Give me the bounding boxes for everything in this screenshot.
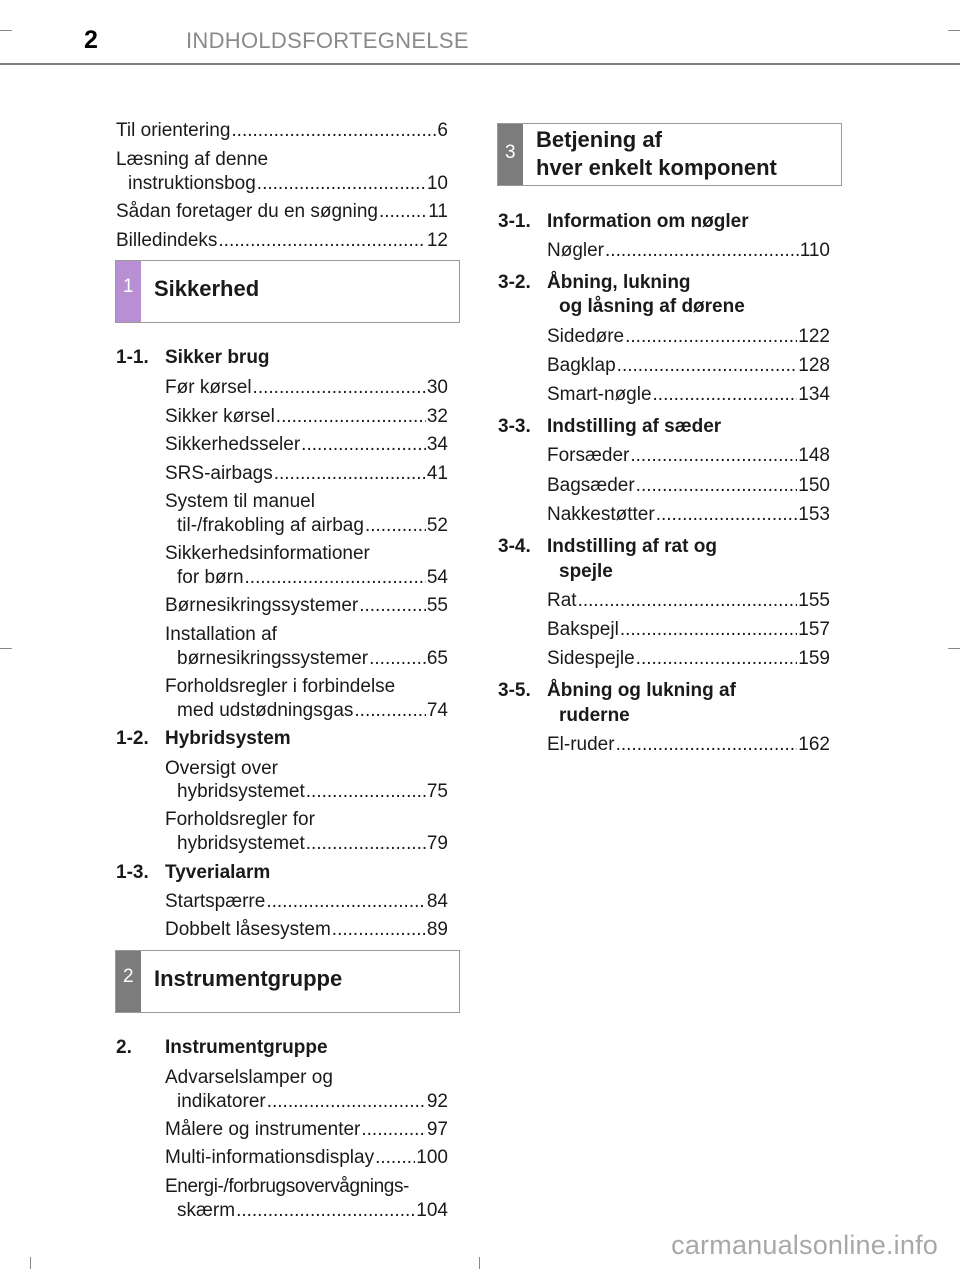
toc-entry-forholdsregler-hybrid[interactable]: hybridsystemet ..... 79	[177, 832, 448, 856]
toc-entry-forholdsregler-line1: Forholdsregler for	[165, 809, 315, 830]
toc-entry-bakspejl[interactable]: Bakspejl ..... 157	[547, 618, 830, 642]
chapter-2-tab: 2	[116, 951, 141, 1012]
header-divider	[0, 63, 960, 65]
toc-entry-billedindeks[interactable]: Billedindeks ..... 12	[116, 229, 448, 253]
crop-mark	[948, 30, 960, 31]
toc-entry-smart-noegle[interactable]: Smart-nøgle ..... 134	[547, 383, 830, 407]
toc-entry-bagklap[interactable]: Bagklap ..... 128	[547, 354, 830, 378]
toc-entry-soegning[interactable]: Sådan foretager du en søgning ..... 11	[116, 200, 448, 224]
chapter-3-tab: 3	[498, 124, 523, 185]
section-1-3[interactable]: 1-3. Tyverialarm	[116, 862, 271, 883]
toc-entry-airbag-line1: System til manuel	[165, 491, 315, 512]
toc-entry-til-orientering[interactable]: Til orientering ..... 6	[116, 119, 448, 143]
toc-entry-rat[interactable]: Rat ..... 155	[547, 589, 830, 613]
toc-entry-sidespejle[interactable]: Sidespejle ..... 159	[547, 647, 830, 671]
toc-entry-maalere[interactable]: Målere og instrumenter ..... 97	[165, 1118, 448, 1142]
toc-entry-installation-boernesikring[interactable]: børnesikringssystemer ..... 65	[177, 647, 448, 671]
section-1-1[interactable]: 1-1. Sikker brug	[116, 347, 270, 368]
toc-entry-advarsel-line1: Advarselslamper og	[165, 1067, 333, 1088]
section-3-1[interactable]: 3-1. Information om nøgler	[498, 211, 749, 232]
toc-entry-installation-line1: Installation af	[165, 624, 277, 645]
toc-entry-oversigt-hybrid[interactable]: hybridsystemet ..... 75	[177, 780, 448, 804]
section-3-5[interactable]: 3-5. Åbning og lukning af	[498, 680, 736, 701]
toc-entry-advarselslamper[interactable]: indikatorer ..... 92	[177, 1090, 448, 1114]
crop-mark	[0, 648, 12, 649]
chapter-2-title: Instrumentgruppe	[154, 966, 343, 991]
toc-entry-el-ruder[interactable]: El-ruder ..... 162	[547, 733, 830, 757]
crop-mark	[0, 30, 12, 31]
chapter-3-title-line2: hver enkelt komponent	[536, 155, 777, 180]
toc-entry-oversigt-line1: Oversigt over	[165, 758, 278, 779]
toc-entry-forsaeder[interactable]: Forsæder ..... 148	[547, 444, 830, 468]
watermark: carmanualsonline.info	[671, 1230, 938, 1260]
chapter-1-tab: 1	[116, 261, 141, 322]
toc-entry-bagsaeder[interactable]: Bagsæder ..... 150	[547, 474, 830, 498]
toc-entry-sikker-koersel[interactable]: Sikker kørsel ..... 32	[165, 405, 448, 429]
toc-entry-udstoedning-line1: Forholdsregler i forbindelse	[165, 676, 396, 697]
toc-entry-energi-skaerm[interactable]: skærm ..... 104	[177, 1199, 448, 1223]
section-3-2[interactable]: 3-2. Åbning, lukning	[498, 272, 691, 293]
page-header-title: INDHOLDSFORTEGNELSE	[186, 28, 469, 53]
chapter-3-header[interactable]	[497, 123, 842, 186]
toc-entry-sikkerhedsinfo-boern[interactable]: for børn ..... 54	[177, 566, 448, 590]
toc-entry-laesning[interactable]: instruktionsbog ..... 10	[128, 172, 448, 196]
crop-mark	[948, 648, 960, 649]
toc-entry-srs-airbags[interactable]: SRS-airbags ..... 41	[165, 462, 448, 486]
section-3-4-line2: spejle	[559, 561, 613, 582]
toc-entry-multi-info[interactable]: Multi-informationsdisplay ..... 100	[165, 1146, 448, 1170]
toc-entry-udstoedningsgas[interactable]: med udstødningsgas ..... 74	[177, 699, 448, 723]
chapter-3-title-line1: Betjening af	[536, 127, 662, 152]
toc-entry-energi-line1: Energi-/forbrugsovervågnings-	[165, 1176, 409, 1197]
chapter-1-title: Sikkerhed	[154, 276, 260, 301]
section-2[interactable]: 2. Instrumentgruppe	[116, 1037, 328, 1058]
toc-entry-airbag-frakobling[interactable]: til-/frakobling af airbag ..... 52	[177, 514, 448, 538]
page-number: 2	[84, 26, 98, 54]
toc-entry-noegler[interactable]: Nøgler ..... 110	[547, 239, 830, 263]
chapter-2-header[interactable]	[115, 950, 460, 1013]
crop-mark	[479, 1257, 480, 1269]
toc-entry-startspaerre[interactable]: Startspærre ..... 84	[165, 890, 448, 914]
toc-entry-sikkerhedsseler[interactable]: Sikkerhedsseler ..... 34	[165, 433, 448, 457]
chapter-1-header[interactable]	[115, 260, 460, 323]
toc-entry-foer-koersel[interactable]: Før kørsel ..... 30	[165, 376, 448, 400]
toc-entry-sikkerhedsinfo-line1: Sikkerhedsinformationer	[165, 543, 370, 564]
section-1-2[interactable]: 1-2. Hybridsystem	[116, 728, 291, 749]
section-3-4[interactable]: 3-4. Indstilling af rat og	[498, 536, 717, 557]
section-3-3[interactable]: 3-3. Indstilling af sæder	[498, 416, 722, 437]
section-3-2-line2: og låsning af dørene	[559, 296, 745, 317]
toc-entry-dobbelt-laas[interactable]: Dobbelt låsesystem ..... 89	[165, 918, 448, 942]
toc-entry-laesning-line1: Læsning af denne	[116, 149, 269, 170]
section-3-5-line2: ruderne	[559, 705, 630, 726]
toc-entry-nakkestoetter[interactable]: Nakkestøtter ..... 153	[547, 503, 830, 527]
crop-mark	[30, 1257, 31, 1269]
toc-entry-boernesikring[interactable]: Børnesikringssystemer ..... 55	[165, 594, 448, 618]
toc-entry-sidedoere[interactable]: Sidedøre ..... 122	[547, 325, 830, 349]
